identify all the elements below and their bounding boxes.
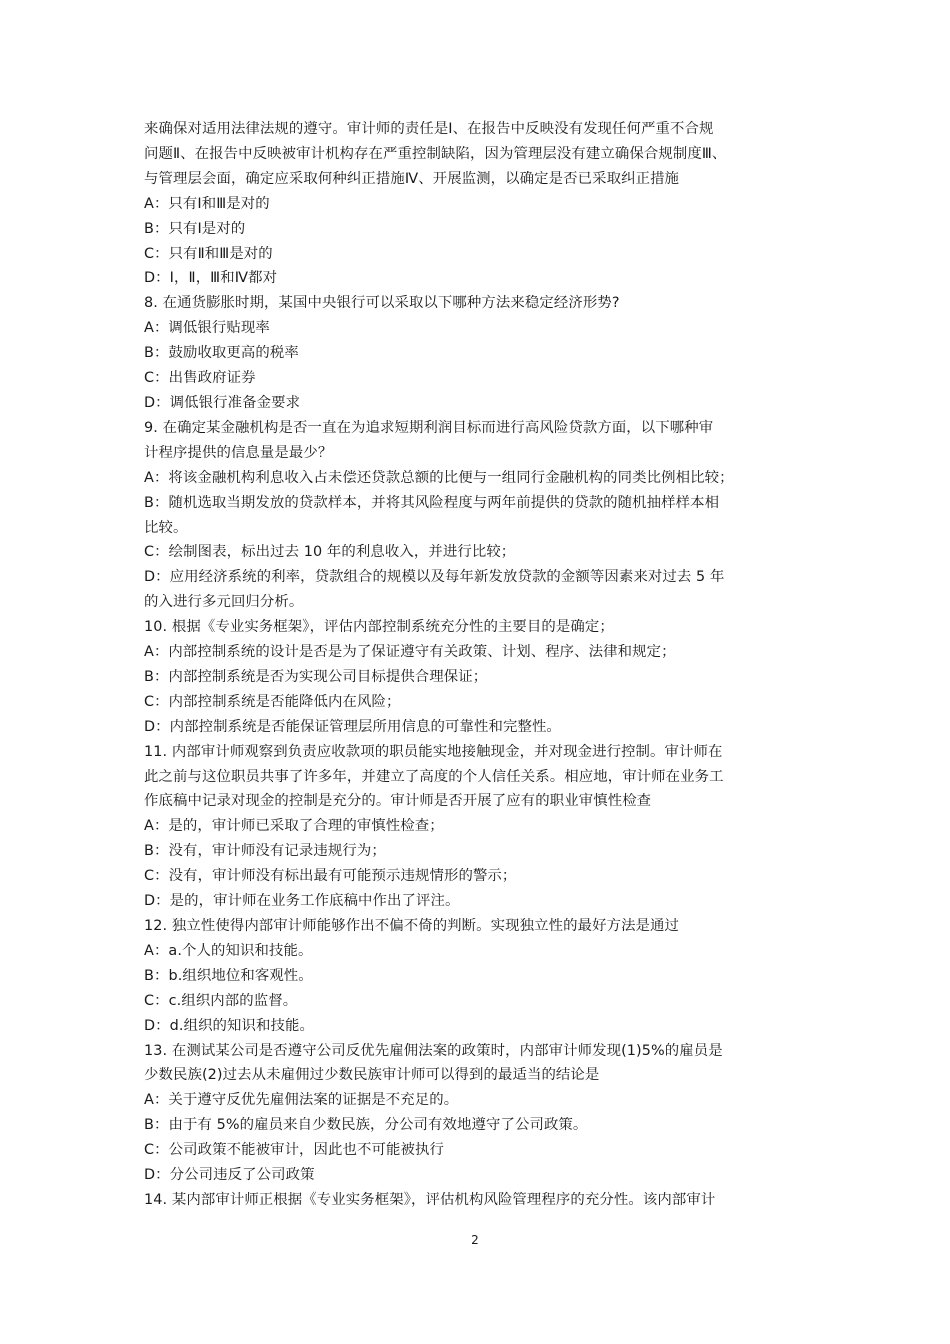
- question-text-block: [144, 117, 810, 1213]
- text-line: B：鼓励收取更高的税率: [144, 345, 299, 362]
- text-line: D：Ⅰ，Ⅱ，Ⅲ和Ⅳ都对: [144, 270, 278, 287]
- text-line: D：内部控制系统是否能保证管理层所用信息的可靠性和完整性。: [144, 718, 561, 735]
- text-line: D：是的，审计师在业务工作底稿中作出了评注。: [144, 893, 460, 910]
- text-line: A：是的，审计师已采取了合理的审慎性检查；: [144, 818, 444, 835]
- text-line: A：将该金融机构利息收入占未偿还贷款总额的比便与一组同行金融机构的同类比例相比较；: [144, 469, 734, 486]
- text-line: 12. 独立性使得内部审计师能够作出不偏不倚的判断。实现独立性的最好方法是通过: [144, 918, 680, 934]
- text-line: 14. 某内部审计师正根据《专业实务框架》，评估机构风险管理程序的充分性。该内部审计: [144, 1191, 716, 1208]
- text-line: C：没有，审计师没有标出最有可能预示违规情形的警示；: [144, 868, 517, 885]
- text-line: 11. 内部审计师观察到负责应收款项的职员能实地接触现金，并对现金进行控制。审计师在: [144, 743, 723, 760]
- text-line: 少数民族(2)过去从未雇佣过少数民族审计师可以得到的最适当的结论是: [144, 1067, 600, 1084]
- text-line: 与管理层会面，确定应采取何种纠正措施Ⅳ、开展监测，以确定是否已采取纠正措施: [144, 170, 680, 187]
- text-line: B：只有Ⅰ是对的: [144, 220, 246, 237]
- text-line: A：只有Ⅰ和Ⅲ是对的: [144, 195, 270, 212]
- text-line: 10. 根据《专业实务框架》，评估内部控制系统充分性的主要目的是确定；: [144, 619, 614, 636]
- text-line: C：绘制图表，标出过去 10 年的利息收入，并进行比较；: [144, 544, 516, 561]
- text-line: B：随机选取当期发放的贷款样本，并将其风险程度与两年前提供的贷款的随机抽样样本相: [144, 494, 720, 511]
- text-line: 9. 在确定某金融机构是否一直在为追求短期利润目标而进行高风险贷款方面，以下哪种审: [144, 419, 714, 436]
- page-number: 2: [471, 1233, 479, 1247]
- text-line: 作底稿中记录对现金的控制是充分的。审计师是否开展了应有的职业审慎性检查: [144, 793, 652, 810]
- text-line: 13. 在测试某公司是否遵守公司反优先雇佣法案的政策时，内部审计师发现(1)5%的雇员是: [144, 1042, 723, 1059]
- text-line: D：应用经济系统的利率，贷款组合的规模以及每年新发放贷款的金额等因素来对过去 5 年: [144, 569, 725, 586]
- text-line: 此之前与这位职员共事了许多年，并建立了高度的个人信任关系。相应地，审计师在业务工: [144, 768, 724, 785]
- text-line: 来确保对适用法律法规的遵守。审计师的责任是Ⅰ、在报告中反映没有发现任何严重不合规: [144, 121, 714, 137]
- text-line: 计程序提供的信息量是最少？: [144, 444, 333, 461]
- text-line: C：出售政府证券: [144, 370, 256, 387]
- text-line: C：内部控制系统是否能降低内在风险；: [144, 693, 401, 710]
- text-line: D：分公司违反了公司政策: [144, 1167, 315, 1184]
- text-line: A：a.个人的知识和技能。: [144, 942, 313, 959]
- text-line: A：调低银行贴现率: [144, 320, 270, 337]
- text-line: 比较。: [144, 519, 188, 536]
- text-line: B：b.组织地位和客观性。: [144, 967, 313, 984]
- text-line: 问题Ⅱ、在报告中反映被审计机构存在严重控制缺陷，因为管理层没有建立确保合规制度Ⅲ、: [144, 145, 727, 162]
- text-line: B：由于有 5%的雇员来自少数民族，分公司有效地遵守了公司政策。: [144, 1117, 588, 1134]
- text-line: 8. 在通货膨胀时期，某国中央银行可以采取以下哪种方法来稳定经济形势?: [144, 295, 620, 312]
- text-line: D：调低银行准备金要求: [144, 394, 301, 411]
- text-line: A：关于遵守反优先雇佣法案的证据是不充足的。: [144, 1092, 459, 1109]
- text-line: D：d.组织的知识和技能。: [144, 1017, 314, 1034]
- text-line: C：公司政策不能被审计，因此也不可能被执行: [144, 1142, 444, 1159]
- text-line: A：内部控制系统的设计是否是为了保证遵守有关政策、计划、程序、法律和规定；: [144, 644, 676, 661]
- text-line: 的入进行多元回归分析。: [144, 594, 304, 611]
- text-line: C：只有Ⅱ和Ⅲ是对的: [144, 245, 273, 262]
- text-line: B：内部控制系统是否为实现公司目标提供合理保证；: [144, 668, 488, 685]
- text-line: B：没有，审计师没有记录违规行为；: [144, 843, 386, 860]
- text-line: C：c.组织内部的监督。: [144, 992, 298, 1009]
